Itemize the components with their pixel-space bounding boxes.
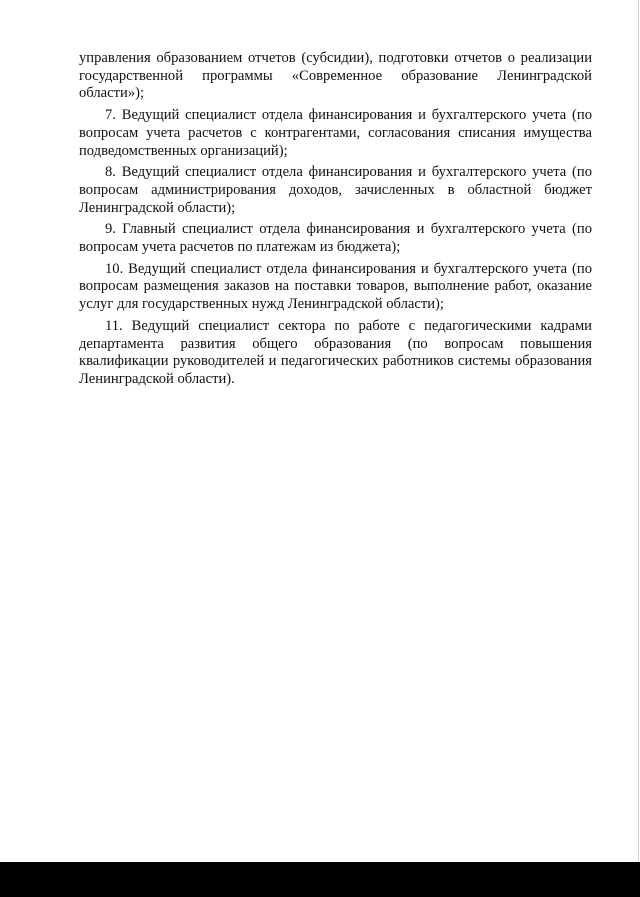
list-item-9: 9. Главный специалист отдела финансирования и бухгалтерского учета (по вопросам учета расчетов по платежам из бюджета); (79, 221, 592, 256)
list-item-7: 7. Ведущий специалист отдела финансирования и бухгалтерского учета (по вопросам учета расчетов с контрагентами, согласования списания имущества подведомственных организаций); (79, 107, 592, 159)
paragraph-continuation: управления образованием отчетов (субсидии), подготовки отчетов о реализации государственной программы «Современное образование Ленинградской области»); (79, 50, 592, 102)
list-item-10: 10. Ведущий специалист отдела финансирования и бухгалтерского учета (по вопросам размещения заказов на поставки товаров, выполнение работ, оказание услуг для государственных нужд Ленинградской области); (79, 260, 592, 313)
list-item-11: 11. Ведущий специалист сектора по работе с педагогическими кадрами департамента развития общего образования (по вопросам повышения квалификации руководителей и педагогических работников системы образования Ленинградской области). (79, 317, 592, 387)
scan-bottom-border (0, 862, 640, 897)
list-item-8: 8. Ведущий специалист отдела финансирования и бухгалтерского учета (по вопросам администрирования доходов, зачисленных в областной бюджет Ленинградской области); (79, 164, 592, 216)
document-body (79, 50, 592, 393)
scan-edge-line (638, 0, 639, 862)
